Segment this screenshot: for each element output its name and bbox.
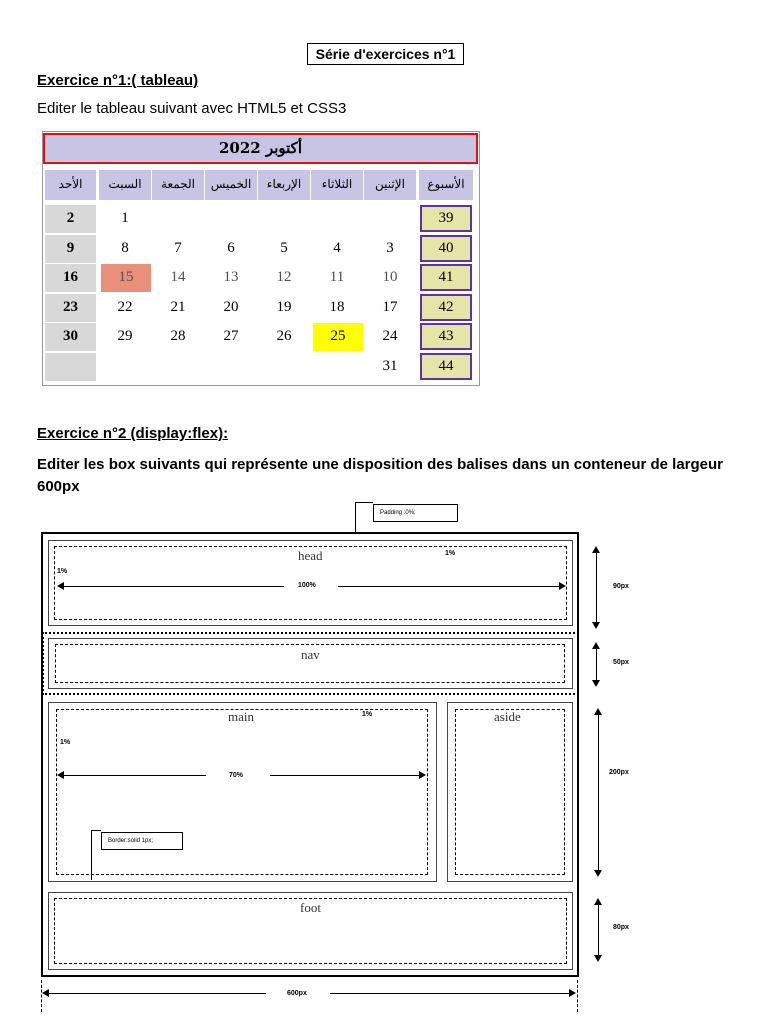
- calendar-day-cell: 29: [117, 328, 133, 344]
- calendar-day-cell: 26: [276, 328, 292, 344]
- calendar-day-cell: [99, 353, 151, 381]
- head-width-line-right: [338, 586, 560, 587]
- calendar-header-cell: الأحد: [45, 170, 96, 200]
- calendar-week-cell: 44: [420, 353, 472, 380]
- head-height-label: 90px: [613, 583, 629, 590]
- calendar-day-cell: 28: [170, 328, 186, 344]
- width-line-right: [330, 993, 570, 994]
- calendar-day-cell: [152, 353, 204, 381]
- main-height-line: [598, 714, 599, 872]
- calendar-day-cell: [311, 353, 363, 381]
- nav-height-label: 50px: [613, 659, 629, 666]
- calendar-day-cell: 1: [121, 210, 129, 226]
- calendar-day-cell: [205, 353, 257, 381]
- calendar-sunday-cell: 30: [45, 323, 96, 351]
- padding-note: Padding :0%;: [373, 504, 458, 522]
- nav-label: nav: [301, 647, 320, 662]
- border-pointer: [91, 830, 92, 880]
- calendar-week-cell: 40: [420, 235, 472, 262]
- calendar-sunday-cell: 23: [45, 294, 96, 322]
- calendar-day-cell: 11: [329, 269, 345, 285]
- calendar-day-cell: 21: [170, 299, 186, 315]
- calendar-day-cell: 7: [174, 240, 182, 256]
- calendar-day-cell: 31: [382, 358, 398, 374]
- calendar-header-cell: الإربعاء: [258, 170, 310, 200]
- calendar-day-cell: 10: [382, 269, 398, 285]
- nav-height-line: [596, 648, 597, 682]
- calendar-week-cell: 41: [420, 264, 472, 291]
- exercise-1-title: Exercice n°1:( tableau): [37, 72, 199, 89]
- calendar-day-cell: 20: [223, 299, 239, 315]
- head-arrow-right: [559, 582, 566, 590]
- head-height-arrow-down: [592, 622, 600, 629]
- calendar-week-cell: 42: [420, 294, 472, 321]
- calendar-day-cell: 25: [313, 323, 363, 351]
- main-height-label: 200px: [609, 769, 629, 776]
- calendar-sunday-cell: 2: [45, 205, 96, 233]
- main-arrow-right: [419, 771, 426, 779]
- calendar-day-cell: 5: [280, 240, 288, 256]
- main-inner: [56, 709, 428, 875]
- page-title: Série d'exercices n°1: [307, 43, 464, 65]
- calendar-header-cell: الإثنين: [364, 170, 416, 200]
- aside-inner: [455, 709, 565, 875]
- border-note: Border:solid 1px;: [101, 832, 183, 850]
- calendar-day-cell: 17: [382, 299, 398, 315]
- calendar-day-cell: 15: [101, 264, 151, 292]
- exercise-1-instruction: Editer le tableau suivant avec HTML5 et CSS3: [37, 100, 347, 117]
- calendar-day-cell: 18: [329, 299, 345, 315]
- head-height-line: [596, 552, 597, 624]
- exercise-2-instruction: Editer les box suivants qui représente une disposition des balises dans un conteneur de largeur 600px: [37, 456, 724, 495]
- calendar-day-cell: [152, 205, 204, 233]
- calendar-day-cell: 8: [121, 240, 129, 256]
- nav-height-arrow-down: [592, 680, 600, 687]
- head-width-line-left: [62, 586, 284, 587]
- calendar-header-cell: الأسبوع: [419, 170, 473, 200]
- calendar-day-cell: [205, 205, 257, 233]
- calendar-day-cell: 13: [223, 269, 239, 285]
- calendar-day-cell: 14: [170, 269, 186, 285]
- width-arrow-right: [569, 989, 576, 997]
- main-arrow-left: [57, 771, 64, 779]
- main-width-line-left: [62, 775, 206, 776]
- calendar-day-cell: 6: [227, 240, 235, 256]
- foot-height-line: [598, 904, 599, 956]
- head-side-pct: 1%: [57, 568, 68, 575]
- border-pointer-elbow: [91, 830, 101, 831]
- foot-label: foot: [300, 900, 321, 915]
- main-width-line-right: [270, 775, 420, 776]
- calendar-day-cell: [258, 353, 310, 381]
- head-label: head: [298, 548, 323, 563]
- calendar-day-cell: 19: [276, 299, 292, 315]
- main-label: main: [228, 709, 254, 724]
- calendar-day-cell: 3: [386, 240, 394, 256]
- head-margin-pct: 1%: [445, 550, 456, 557]
- exercise-2-title: Exercice n°2 (display:flex):: [37, 425, 229, 442]
- calendar-caption: أكتوبر 2022: [43, 133, 478, 164]
- main-height-arrow-up: [594, 708, 602, 715]
- nav-height-arrow-up: [592, 642, 600, 649]
- calendar-day-cell: 24: [382, 328, 398, 344]
- padding-pointer: [355, 502, 356, 532]
- calendar-sunday-cell: [45, 353, 96, 381]
- foot-height-arrow-down: [594, 955, 602, 962]
- main-margin-pct: 1%: [362, 711, 373, 718]
- calendar-header-cell: الخميس: [205, 170, 257, 200]
- calendar-header-cell: الثلاثاء: [311, 170, 363, 200]
- width-right-tick: [577, 980, 578, 1012]
- calendar-day-cell: 12: [276, 269, 292, 285]
- calendar-sunday-cell: 9: [45, 235, 96, 263]
- calendar-day-cell: [364, 205, 416, 233]
- calendar-header-cell: السبت: [99, 170, 151, 200]
- calendar-day-cell: 22: [117, 299, 133, 315]
- main-side-pct: 1%: [60, 739, 71, 746]
- main-height-arrow-down: [594, 870, 602, 877]
- main-width-pct: 70%: [229, 772, 244, 779]
- padding-pointer-elbow: [355, 502, 373, 503]
- head-width-pct: 100%: [298, 582, 316, 589]
- calendar-sunday-cell: 16: [45, 264, 96, 292]
- calendar-header-cell: الجمعة: [152, 170, 204, 200]
- calendar-day-cell: 4: [333, 240, 341, 256]
- head-height-arrow-up: [592, 546, 600, 553]
- calendar-day-cell: [258, 205, 310, 233]
- width-arrow-left: [42, 989, 49, 997]
- calendar-day-cell: [311, 205, 363, 233]
- calendar-day-cell: 27: [223, 328, 239, 344]
- calendar-week-cell: 43: [420, 323, 472, 350]
- foot-height-label: 80px: [613, 924, 629, 931]
- width-line-left: [48, 993, 266, 994]
- foot-height-arrow-up: [594, 898, 602, 905]
- width-label: 600px: [287, 990, 307, 997]
- head-arrow-left: [57, 582, 64, 590]
- calendar-week-cell: 39: [420, 205, 472, 232]
- aside-label: aside: [494, 709, 521, 724]
